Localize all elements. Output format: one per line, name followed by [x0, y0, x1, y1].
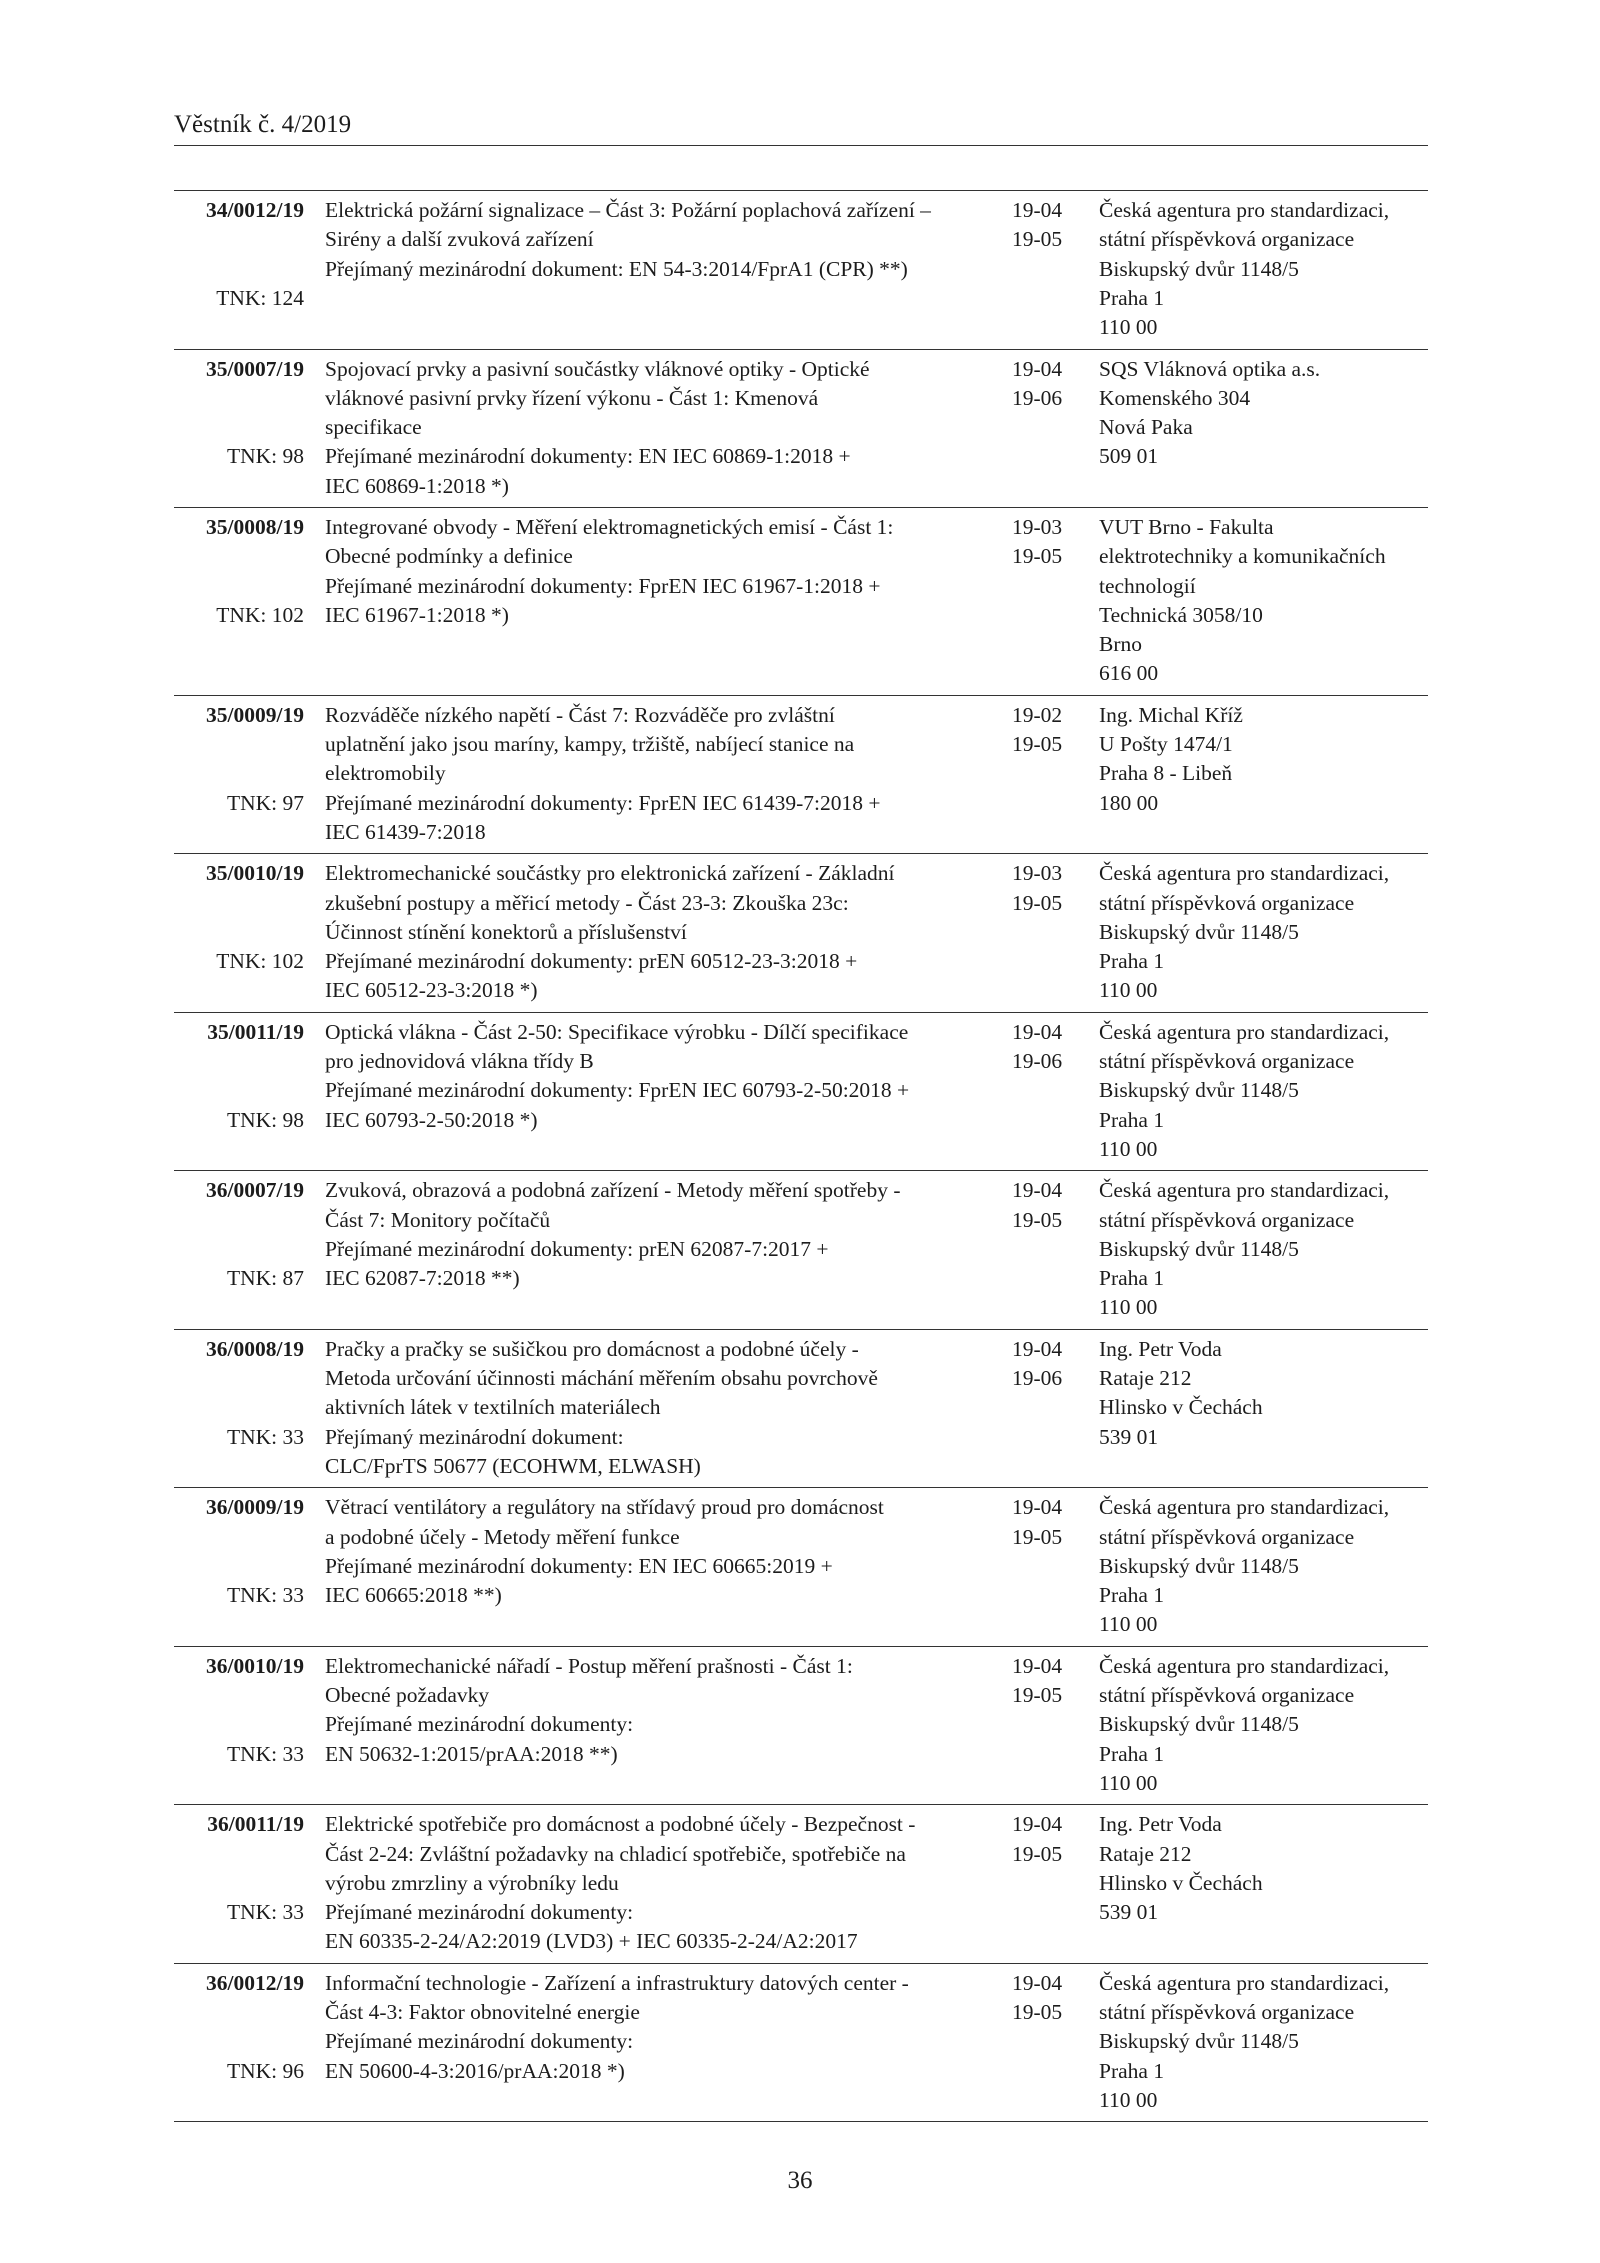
description-line: Část 4-3: Faktor obnovitelné energie: [325, 2000, 640, 2025]
date-line: 19-05: [1012, 1683, 1063, 1708]
description-line: Elektrická požární signalizace – Část 3: Požární poplachová zařízení –: [325, 198, 931, 222]
description-line: uplatnění jako jsou maríny, kampy, tržiště, nabíjecí stanice na: [325, 732, 855, 757]
tnk-label: TNK: 33: [226, 1900, 304, 1925]
tnk-label: TNK: 96: [226, 2058, 304, 2083]
dates-cell: [1012, 1493, 1102, 1552]
address-line: Praha 1: [1099, 1266, 1165, 1291]
description-line: Obecné podmínky a definice: [325, 544, 573, 569]
address-line: Česká agentura pro standardizaci,: [1099, 861, 1390, 886]
record-id-cell: [174, 859, 304, 1006]
dates-cell: [1012, 1176, 1102, 1235]
address-line: Česká agentura pro standardizaci,: [1099, 1178, 1390, 1203]
address-line: Praha 1: [1099, 949, 1165, 974]
address-line: Praha 1: [1099, 1107, 1165, 1132]
address-line: technologií: [1099, 573, 1196, 598]
page-header-title: Věstník č. 4/2019: [174, 111, 352, 138]
record-id: 36/0009/19: [206, 1495, 304, 1520]
address-cell: [1099, 355, 1429, 472]
tnk-label: TNK: 98: [226, 1107, 304, 1132]
address-cell: [1099, 1335, 1429, 1452]
address-line: Ing. Petr Voda: [1099, 1336, 1222, 1361]
date-line: 19-04: [1012, 1812, 1063, 1837]
record-id: 35/0008/19: [206, 515, 304, 539]
record-id: 36/0012/19: [206, 1970, 304, 1995]
dates-cell: [1012, 1652, 1102, 1711]
description-line: CLC/FprTS 50677 (ECOHWM, ELWASH): [325, 1453, 701, 1478]
dates-cell: [1012, 1018, 1102, 1077]
address-line: Praha 1: [1099, 1741, 1165, 1766]
date-line: 19-03: [1012, 515, 1063, 539]
address-line: Hlinsko v Čechách: [1099, 1395, 1263, 1420]
tnk-label: TNK: 33: [226, 1424, 304, 1449]
description-line: IEC 62087-7:2018 **): [325, 1266, 520, 1291]
description-line: Přejímané mezinárodní dokumenty:: [325, 1712, 634, 1737]
address-line: státní příspěvková organizace: [1099, 890, 1355, 915]
description-line: Přejímané mezinárodní dokumenty:: [325, 2029, 634, 2054]
description-line: Větrací ventilátory a regulátory na střídavý proud pro domácnost: [325, 1495, 884, 1520]
description-line: Přejímané mezinárodní dokumenty: prEN 60512-23-3:2018 +: [325, 949, 858, 974]
date-line: 19-04: [1012, 198, 1063, 222]
description-line: elektromobily: [325, 761, 446, 786]
record-id: 36/0011/19: [207, 1812, 304, 1837]
standards-table: [174, 190, 1428, 2122]
record-id-cell: [174, 1335, 304, 1482]
address-line: 110 00: [1099, 315, 1158, 340]
date-line: 19-05: [1012, 890, 1063, 915]
record-id: 36/0007/19: [206, 1178, 304, 1203]
address-cell: [1099, 1493, 1429, 1639]
address-line: Praha 1: [1099, 1583, 1165, 1608]
record-id: 35/0010/19: [206, 861, 304, 886]
tnk-label: TNK: 33: [226, 1583, 304, 1608]
table-row: [174, 1488, 1428, 1647]
description-line: Přejímaný mezinárodní dokument:: [325, 1424, 624, 1449]
description-line: Pračky a pračky se sušičkou pro domácnost a podobné účely -: [325, 1336, 859, 1361]
description-line: Účinnost stínění konektorů a příslušenství: [325, 919, 687, 944]
record-id: 35/0009/19: [206, 702, 304, 727]
address-line: státní příspěvková organizace: [1099, 1524, 1355, 1549]
address-line: Biskupský dvůr 1148/5: [1099, 1236, 1299, 1261]
description-line: IEC 60869-1:2018 *): [325, 473, 509, 498]
description-line: pro jednovidová vlákna třídy B: [325, 1049, 594, 1074]
address-line: Technická 3058/10: [1099, 602, 1263, 627]
record-id: 34/0012/19: [206, 198, 304, 222]
address-line: Biskupský dvůr 1148/5: [1099, 1712, 1299, 1737]
description-line: Elektromechanické součástky pro elektronická zařízení - Základní: [325, 861, 895, 886]
tnk-label: TNK: 102: [216, 602, 304, 627]
description-line: Integrované obvody - Měření elektromagnetických emisí - Část 1:: [325, 515, 894, 539]
description-line: Část 2-24: Zvláštní požadavky na chladicí spotřebiče, spotřebiče na: [325, 1841, 906, 1866]
table-row: [174, 508, 1428, 696]
date-line: 19-04: [1012, 1970, 1063, 1995]
record-id-cell: [174, 1969, 304, 2116]
address-cell: [1099, 859, 1429, 1005]
address-line: Česká agentura pro standardizaci,: [1099, 1019, 1390, 1044]
description-line: Přejímané mezinárodní dokumenty: FprEN IEC 61967-1:2018 +: [325, 573, 881, 598]
address-line: 616 00: [1099, 661, 1159, 686]
address-line: Česká agentura pro standardizaci,: [1099, 1970, 1390, 1995]
description-line: IEC 61439-7:2018: [325, 819, 486, 844]
tnk-label: TNK: 33: [226, 1741, 304, 1766]
date-line: 19-04: [1012, 1336, 1063, 1361]
record-id-cell: [174, 1652, 304, 1799]
address-line: Biskupský dvůr 1148/5: [1099, 2029, 1299, 2054]
address-line: 539 01: [1099, 1424, 1159, 1449]
description-line: Optická vlákna - Část 2-50: Specifikace výrobku - Dílčí specifikace: [325, 1019, 909, 1044]
description-line: Spojovací prvky a pasivní součástky vláknové optiky - Optické: [325, 356, 870, 381]
address-line: Biskupský dvůr 1148/5: [1099, 256, 1299, 281]
dates-cell: [1012, 355, 1102, 414]
record-id: 36/0010/19: [206, 1653, 304, 1678]
record-id-cell: [174, 1493, 304, 1640]
table-row: [174, 350, 1428, 509]
date-line: 19-05: [1012, 1207, 1063, 1232]
address-cell: [1099, 513, 1429, 689]
description-line: Elektrické spotřebiče pro domácnost a podobné účely - Bezpečnost -: [325, 1812, 916, 1837]
description-line: Sirény a další zvuková zařízení: [325, 227, 594, 252]
address-line: Biskupský dvůr 1148/5: [1099, 1078, 1299, 1103]
address-line: 110 00: [1099, 2087, 1158, 2112]
address-line: Rataje 212: [1099, 1366, 1192, 1391]
address-line: Praha 1: [1099, 285, 1165, 310]
address-line: Biskupský dvůr 1148/5: [1099, 1553, 1299, 1578]
description-line: EN 50600-4-3:2016/prAA:2018 *): [325, 2058, 625, 2083]
address-line: Česká agentura pro standardizaci,: [1099, 1653, 1390, 1678]
dates-cell: [1012, 196, 1102, 255]
tnk-label: TNK: 98: [226, 444, 304, 469]
address-line: Hlinsko v Čechách: [1099, 1870, 1263, 1895]
dates-cell: [1012, 701, 1102, 760]
dates-cell: [1012, 1810, 1102, 1869]
description-line: Přejímaný mezinárodní dokument: EN 54-3:2014/FprA1 (CPR) **): [325, 256, 908, 281]
address-line: Česká agentura pro standardizaci,: [1099, 1495, 1390, 1520]
description-line: Obecné požadavky: [325, 1683, 490, 1708]
dates-cell: [1012, 513, 1102, 572]
date-line: 19-02: [1012, 702, 1063, 727]
description-line: specifikace: [325, 415, 422, 440]
address-line: 509 01: [1099, 444, 1159, 469]
record-id-cell: [174, 1810, 304, 1957]
address-line: státní příspěvková organizace: [1099, 2000, 1355, 2025]
description-line: Metoda určování účinnosti máchání měřením obsahu povrchově: [325, 1366, 878, 1391]
dates-cell: [1012, 1969, 1102, 2028]
tnk-label: TNK: 124: [216, 285, 304, 310]
date-line: 19-04: [1012, 1019, 1063, 1044]
address-cell: [1099, 701, 1429, 818]
description-line: a podobné účely - Metody měření funkce: [325, 1524, 680, 1549]
description-line: Přejímané mezinárodní dokumenty: prEN 62087-7:2017 +: [325, 1236, 829, 1261]
address-line: Praha 8 - Libeň: [1099, 761, 1233, 786]
date-line: 19-06: [1012, 385, 1063, 410]
address-line: elektrotechniky a komunikačních: [1099, 544, 1386, 569]
address-line: státní příspěvková organizace: [1099, 1049, 1355, 1074]
description-line: IEC 60793-2-50:2018 *): [325, 1107, 538, 1132]
description-line: Rozváděče nízkého napětí - Část 7: Rozváděče pro zvláštní: [325, 702, 835, 727]
date-line: 19-05: [1012, 732, 1063, 757]
address-line: Komenského 304: [1099, 385, 1251, 410]
page-number: 36: [787, 2167, 813, 2194]
date-line: 19-03: [1012, 861, 1063, 886]
description-line: vláknové pasivní prvky řízení výkonu - Část 1: Kmenová: [325, 385, 819, 410]
address-line: státní příspěvková organizace: [1099, 1207, 1355, 1232]
tnk-label: TNK: 97: [226, 790, 304, 815]
record-id: 35/0011/19: [207, 1019, 304, 1044]
date-line: 19-05: [1012, 227, 1063, 252]
address-line: Česká agentura pro standardizaci,: [1099, 198, 1390, 222]
description-line: EN 60335-2-24/A2:2019 (LVD3) + IEC 60335-2-24/A2:2017: [325, 1929, 858, 1954]
description-line: Přejímané mezinárodní dokumenty: FprEN IEC 60793-2-50:2018 +: [325, 1078, 910, 1103]
address-line: Ing. Michal Kříž: [1099, 702, 1243, 727]
date-line: 19-04: [1012, 1653, 1063, 1678]
date-line: 19-04: [1012, 1495, 1063, 1520]
description-line: IEC 60665:2018 **): [325, 1583, 502, 1608]
table-row: [174, 1013, 1428, 1172]
description-line: Část 7: Monitory počítačů: [325, 1207, 551, 1232]
record-id-cell: [174, 1018, 304, 1165]
description-line: zkušební postupy a měřicí metody - Část 23-3: Zkouška 23c:: [325, 890, 849, 915]
address-line: 110 00: [1099, 1295, 1158, 1320]
date-line: 19-04: [1012, 356, 1063, 381]
description-line: IEC 60512-23-3:2018 *): [325, 978, 538, 1003]
address-line: Rataje 212: [1099, 1841, 1192, 1866]
date-line: 19-06: [1012, 1366, 1063, 1391]
description-line: Přejímané mezinárodní dokumenty: EN IEC 60665:2019 +: [325, 1553, 833, 1578]
address-line: VUT Brno - Fakulta: [1099, 515, 1274, 539]
date-line: 19-05: [1012, 1841, 1063, 1866]
table-row: [174, 1805, 1428, 1964]
description-line: Přejímané mezinárodní dokumenty: FprEN IEC 61439-7:2018 +: [325, 790, 881, 815]
description-line: IEC 61967-1:2018 *): [325, 602, 509, 627]
date-line: 19-05: [1012, 1524, 1063, 1549]
address-line: státní příspěvková organizace: [1099, 227, 1355, 252]
address-cell: [1099, 1018, 1429, 1164]
address-line: 110 00: [1099, 978, 1158, 1003]
description-line: Informační technologie - Zařízení a infrastruktury datových center -: [325, 1970, 909, 1995]
table-row: [174, 191, 1428, 350]
date-line: 19-05: [1012, 2000, 1063, 2025]
table-row: [174, 696, 1428, 855]
address-cell: [1099, 196, 1429, 342]
description-line: aktivních látek v textilních materiálech: [325, 1395, 661, 1420]
record-id-cell: [174, 355, 304, 502]
description-line: Přejímané mezinárodní dokumenty:: [325, 1900, 634, 1925]
address-line: SQS Vláknová optika a.s.: [1099, 356, 1321, 381]
address-line: státní příspěvková organizace: [1099, 1683, 1355, 1708]
description-line: EN 50632-1:2015/prAA:2018 **): [325, 1741, 618, 1766]
date-line: 19-06: [1012, 1049, 1063, 1074]
description-line: Elektromechanické nářadí - Postup měření prašnosti - Část 1:: [325, 1653, 853, 1678]
dates-cell: [1012, 1335, 1102, 1394]
tnk-label: TNK: 102: [216, 949, 304, 974]
description-line: Zvuková, obrazová a podobná zařízení - Metody měření spotřeby -: [325, 1178, 901, 1203]
date-line: 19-05: [1012, 544, 1063, 569]
record-id-cell: [174, 513, 304, 689]
address-line: 110 00: [1099, 1770, 1158, 1795]
address-cell: [1099, 1810, 1429, 1927]
dates-cell: [1012, 859, 1102, 918]
address-line: Nová Paka: [1099, 415, 1193, 440]
address-line: 110 00: [1099, 1612, 1158, 1637]
address-line: U Pošty 1474/1: [1099, 732, 1233, 757]
address-cell: [1099, 1176, 1429, 1322]
header-divider: [174, 145, 1428, 146]
record-id-cell: [174, 1176, 304, 1323]
description-line: Přejímané mezinárodní dokumenty: EN IEC 60869-1:2018 +: [325, 444, 851, 469]
address-line: Biskupský dvůr 1148/5: [1099, 919, 1299, 944]
record-id: 36/0008/19: [206, 1336, 304, 1361]
table-row: [174, 854, 1428, 1013]
address-line: 539 01: [1099, 1900, 1159, 1925]
table-row: [174, 1330, 1428, 1489]
address-line: Brno: [1099, 632, 1142, 657]
address-cell: [1099, 1652, 1429, 1798]
tnk-label: TNK: 87: [226, 1266, 304, 1291]
record-id: 35/0007/19: [206, 356, 304, 381]
address-cell: [1099, 1969, 1429, 2115]
description-line: výrobu zmrzliny a výrobníky ledu: [325, 1870, 619, 1895]
record-id-cell: [174, 701, 304, 848]
record-id-cell: [174, 196, 304, 343]
date-line: 19-04: [1012, 1178, 1063, 1203]
address-line: 180 00: [1099, 790, 1159, 815]
address-line: Ing. Petr Voda: [1099, 1812, 1222, 1837]
table-row: [174, 1964, 1428, 2123]
table-row: [174, 1647, 1428, 1806]
table-row: [174, 1171, 1428, 1330]
address-line: 110 00: [1099, 1136, 1158, 1161]
address-line: Praha 1: [1099, 2058, 1165, 2083]
